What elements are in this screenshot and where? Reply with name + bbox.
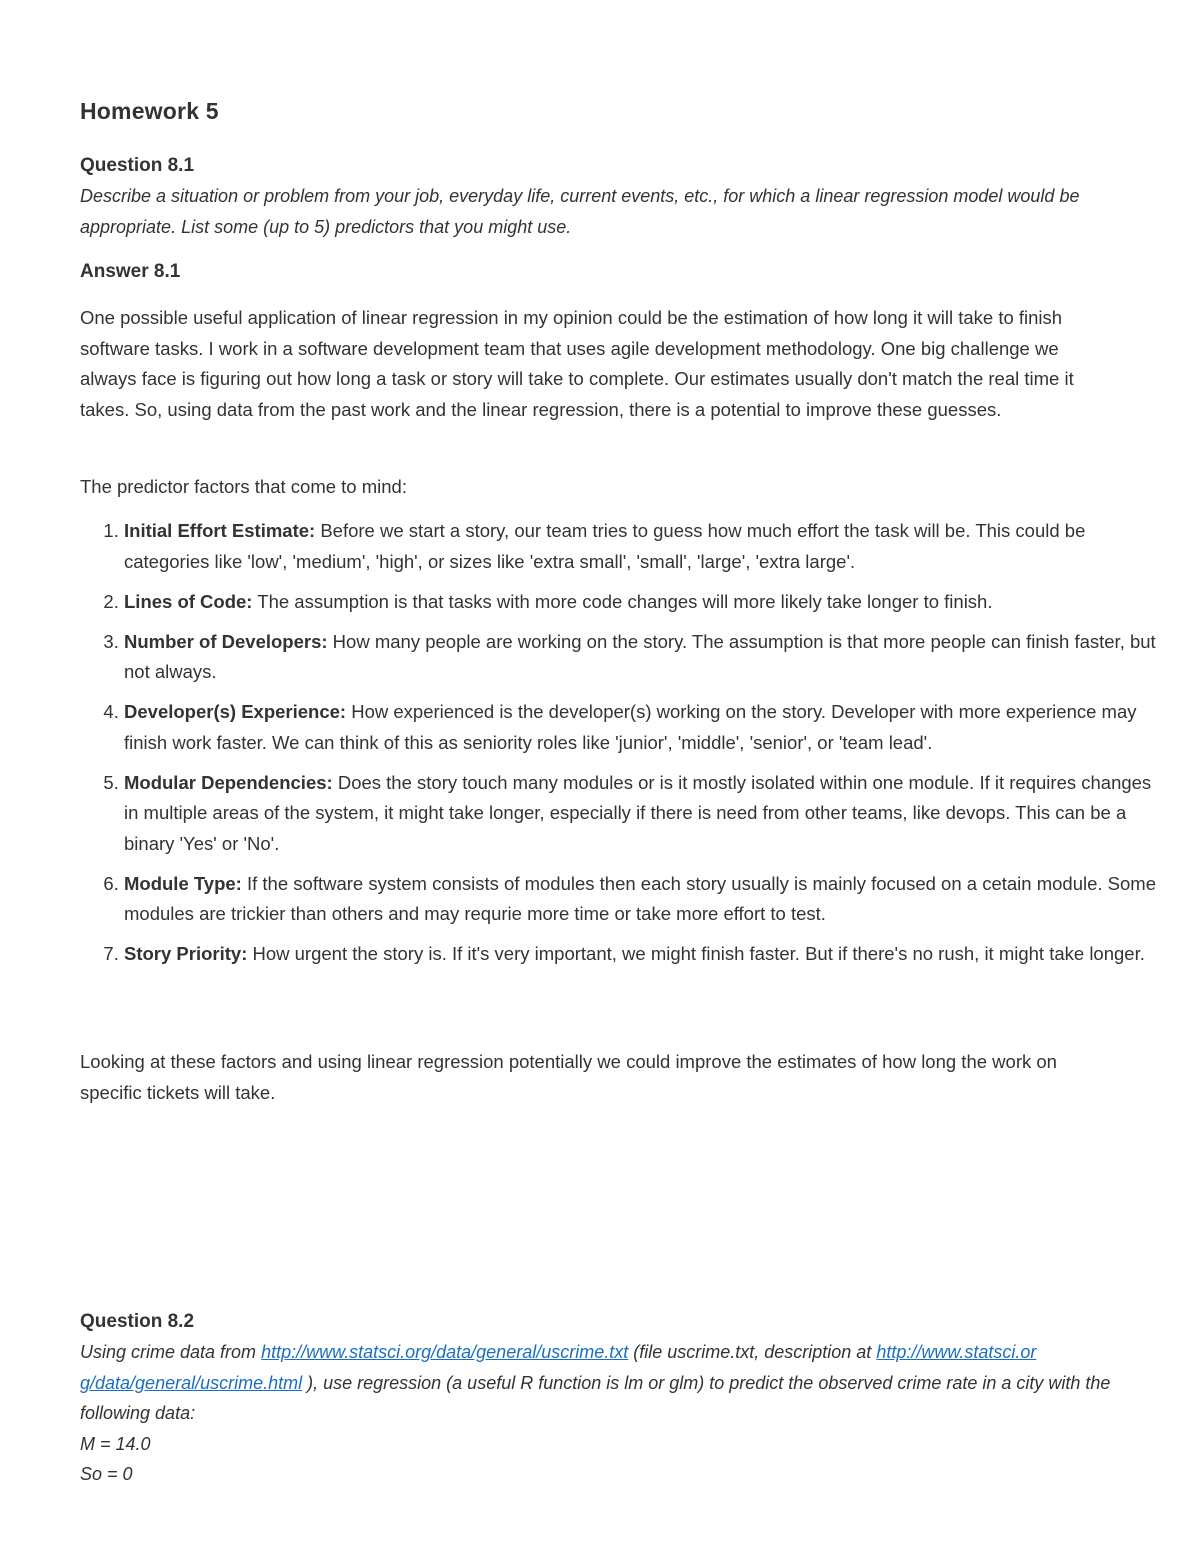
factor-name: Initial Effort Estimate:: [124, 520, 316, 541]
predictor-list: [80, 516, 1156, 979]
factor-text: If the software system consists of modules then each story usually is mainly focused on a cetain module. Some modules are trickier than others and may requrie more time or take more effort to test.: [124, 872, 1156, 924]
list-item: [124, 516, 1156, 577]
list-item: [124, 869, 1156, 930]
predictors-intro: The predictor factors that come to mind:: [80, 476, 407, 497]
factor-name: Module Type:: [124, 872, 242, 894]
question-8-2-prompt: [80, 1337, 1112, 1429]
uscrime-txt-link[interactable]: http://www.statsci.org/data/general/uscrime.txt: [261, 1342, 629, 1362]
question-8-1-prompt: Describe a situation or problem from your job, everyday life, current events, etc., for which a linear regression model would be appropriate. List some (up to 5) predictors that you might use.: [80, 186, 1080, 237]
link-text: http://www.statsci.or: [876, 1342, 1037, 1362]
factor-text: Does the story touch many modules or is it mostly isolated within one module. If it requires changes in multiple areas of the system, it might take longer, especially if there is need from other teams, like devops. This can be a binary 'Yes' or 'No'.: [124, 771, 1152, 854]
question-8-2-heading: Question 8.2: [80, 1311, 195, 1332]
question-8-1: [80, 151, 1112, 242]
link-text: g/data/general/uscrime.html: [80, 1372, 303, 1393]
list-item: [124, 587, 1156, 618]
prompt-text: (file uscrime.txt, description at: [628, 1342, 877, 1362]
factor-text: How many people are working on the story. The assumption is that more people can finish faster, but not always.: [124, 630, 1156, 682]
answer-8-1-intro: One possible useful application of linear regression in my opinion could be the estimation of how long it will take to finish software tasks. I work in a software development team that uses agile development methodology. One big challenge we always face is figuring out how long a task or story will take to complete. Our estimates usually don't match the real time it takes. So, using data from the past work and the linear regression, there is a potential to improve these guesses.: [80, 307, 1074, 420]
prompt-text: ), use regression (a useful R function is lm or glm) to predict the observed crime rate in a city with the following data:: [80, 1372, 1111, 1423]
list-item: [124, 768, 1156, 860]
answer-8-1-closing: Looking at these factors and using linear regression potentially we could improve the estimates of how long the work on specific tickets will take.: [80, 1051, 1057, 1103]
factor-text: How experienced is the developer(s) working on the story. Developer with more experience may finish work faster. We can think of this as seniority roles like 'junior', 'middle', 'senior', or 'team lead'.: [124, 701, 1137, 753]
variable-so: So = 0: [80, 1464, 133, 1484]
factor-name: Lines of Code:: [124, 590, 253, 612]
list-item: [124, 939, 1156, 970]
factor-name: Number of Developers:: [124, 630, 328, 652]
factor-name: Story Priority:: [124, 943, 248, 964]
factor-text: How urgent the story is. If it's very important, we might finish faster. But if there's no rush, it might take longer.: [247, 943, 1145, 964]
page-title: Homework 5: [80, 98, 219, 124]
variable-m: M = 14.0: [80, 1433, 151, 1454]
list-item: [124, 627, 1156, 688]
question-8-1-heading: Question 8.1: [80, 155, 195, 176]
answer-8-1-heading: Answer 8.1: [80, 261, 181, 282]
factor-name: Developer(s) Experience:: [124, 701, 347, 722]
factor-name: Modular Dependencies:: [124, 771, 333, 793]
factor-text: The assumption is that tasks with more code changes will more likely take longer to finish.: [252, 590, 993, 612]
question-8-2: [80, 1307, 1112, 1490]
factor-text: Before we start a story, our team tries to guess how much effort the task will be. This could be categories like 'low', 'medium', 'high', or sizes like 'extra small', 'small', 'large', 'extra large'.: [124, 520, 1086, 572]
list-item: [124, 697, 1156, 758]
prompt-text: Using crime data from: [80, 1342, 262, 1362]
